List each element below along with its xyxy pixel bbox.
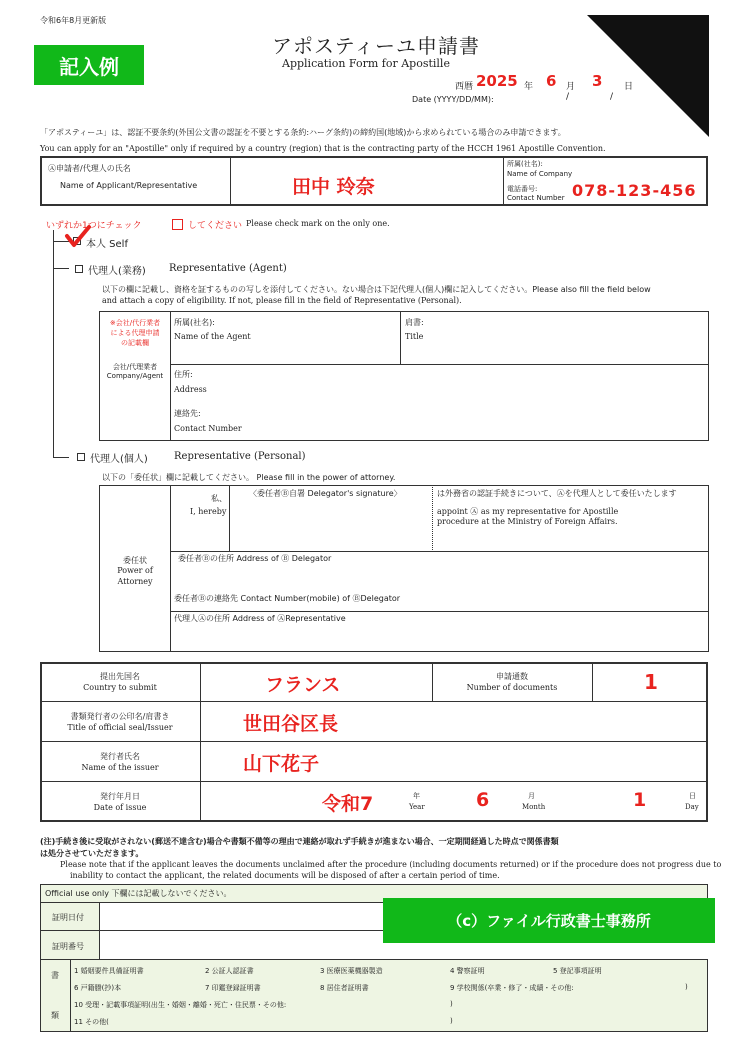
day-unit: 日 (624, 82, 634, 92)
agent-address-label: 住所: (174, 370, 193, 379)
phone-value[interactable]: 078-123-456 (572, 181, 697, 200)
notice-ja-2: は処分させていただきます。 (40, 849, 144, 858)
count-label-en: Number of documents (466, 683, 558, 692)
doc-type-9-close: ) (685, 983, 688, 991)
doc-type-3: 3 医療医薬機器製造 (320, 967, 383, 975)
era-label: 西暦 (455, 82, 474, 92)
issuer-label-en: Name of the issuer (81, 763, 159, 772)
doc-type-4: 4 警察証明 (450, 967, 485, 975)
agent-company-label: 所属(社名): (174, 318, 215, 327)
certificate-number-label: 証明番号 (52, 942, 84, 951)
agent-side-label-en: Company/Agent (106, 372, 164, 380)
personal-label-ja: 代理人(個人) (90, 454, 148, 465)
appoint-text-en2: procedure at the Ministry of Foreign Affairs. (437, 517, 618, 526)
notice-ja-1: (注)手続き後に受取がされない(郵送不達含む)場合や書類不備等の理由で連絡が取れず手続きが進まない場合、一定期間経過した時点で関係書類 (40, 837, 559, 846)
doc-type-1: 1 婚姻要件具備証明書 (74, 967, 144, 975)
count-value[interactable]: 1 (644, 670, 658, 694)
agent-description-en: and attach a copy of eligibility. If not, please fill in the field of Representative (Personal). (102, 296, 462, 305)
document-type-label-bottom: 類 (51, 1011, 59, 1020)
poa-side-label: 委任状 (123, 556, 147, 565)
check-instruction-red-2: してください (188, 221, 243, 231)
issue-month-unit: 月 (528, 792, 535, 800)
agent-label-en: Representative (Agent) (169, 263, 287, 274)
issuer-value[interactable]: 山下花子 (243, 753, 320, 775)
doc-type-10-close: ) (450, 1000, 453, 1008)
date-format-label: Date (YYYY/DD/MM): (412, 95, 494, 104)
check-instruction-red: いずれか1つにチェック (46, 221, 142, 231)
issue-day-value[interactable]: 1 (633, 789, 647, 811)
issue-month-unit-en: Month (522, 803, 546, 811)
agent-side-label: 会社/代理業者 (112, 363, 158, 371)
date-month: 6 (546, 72, 557, 90)
edition-label: 令和6年8月更新版 (40, 16, 107, 25)
seal-value[interactable]: 世田谷区長 (243, 713, 339, 735)
agent-company-label-en: Name of the Agent (174, 332, 251, 341)
company-label-en: Name of Company (507, 170, 573, 178)
count-label: 申請通数 (496, 672, 528, 681)
check-instruction-en: Please check mark on the only one. (246, 219, 390, 228)
issue-year-unit: 年 (413, 792, 420, 800)
notice-en-1: Please note that if the applicant leaves the documents unclaimed after the procedure (including documents returned) or if the procedure does not progress due to (60, 860, 722, 869)
country-label-en: Country to submit (83, 683, 157, 692)
issue-year-unit-en: Year (409, 803, 425, 811)
representative-address-label: 代理人Ⓐの住所 Address of ⒶRepresentative (174, 614, 346, 623)
personal-checkbox[interactable] (77, 453, 85, 461)
issue-date-label: 発行年月日 (100, 792, 140, 801)
year-unit: 年 (524, 82, 534, 92)
appoint-text-ja: は外務省の認証手続きについて、Ⓐを代理人として委任いたします (437, 489, 677, 498)
agent-checkbox[interactable] (75, 265, 83, 273)
agent-address-label-en: Address (174, 385, 207, 394)
page-title-en: Application Form for Apostille (282, 57, 450, 70)
country-value[interactable]: フランス (265, 674, 341, 696)
personal-label-en: Representative (Personal) (174, 451, 306, 462)
watermark-badge: （c）ファイル行政書士事務所 (383, 898, 715, 943)
page-title: アポスティーユ申請書 (272, 34, 480, 58)
delegator-contact-label: 委任者Ⓑの連絡先 Contact Number(mobile) of ⒷDelegator (174, 594, 401, 603)
issuer-label: 発行者氏名 (100, 752, 140, 761)
agent-label-ja: 代理人(業務) (88, 266, 146, 277)
month-unit: 月 (566, 82, 576, 92)
corner-triangle (587, 15, 709, 137)
delegator-signature-label: 〈委任者Ⓑ自署 Delegator's signature〉 (249, 489, 402, 498)
certificate-date-label: 証明日付 (52, 913, 84, 922)
agent-contact-label: 連絡先: (174, 409, 201, 418)
personal-description: 以下の「委任状」欄に記載してください。 Please fill in the power of attorney. (102, 473, 396, 482)
sample-badge: 記入例 (34, 45, 144, 85)
delegator-address-label: 委任者Ⓑの住所 Address of Ⓑ Delegator (178, 554, 332, 563)
intro-en: You can apply for an "Apostille" only if required by a country (region) that is the contracting party of the HCCH 1961 Apostille Convention. (40, 144, 606, 153)
official-use-heading: Official use only 下欄には記載しないでください。 (45, 889, 232, 898)
doc-type-9: 9 学校関係(卒業・修了・成績・その他: (450, 984, 574, 992)
date-slash-2: / (610, 92, 614, 102)
appoint-text-en1: appoint Ⓐ as my representative for Apostille (437, 507, 619, 516)
hereby-label: 私、 (211, 494, 227, 503)
agent-note-2: による代理申請 (110, 329, 160, 337)
seal-label-en: Title of official seal/Issuer (67, 723, 173, 732)
issue-day-unit-en: Day (685, 803, 699, 811)
agent-description: 以下の欄に記載し、資格を証するものの写しを添付してください。ない場合は下記代理人(個人)欄に記入してください。Please also fill the field below (102, 285, 651, 294)
issue-month-value[interactable]: 6 (476, 789, 490, 811)
applicant-name-value[interactable]: 田中 玲奈 (292, 176, 375, 198)
doc-type-7: 7 印鑑登録証明書 (205, 984, 261, 992)
notice-en-2: inability to contact the applicant, the related documents will be disposed of after a certain period of time. (70, 871, 500, 880)
intro-ja: 「アポスティーユ」は、認証不要条約(外国公文書の認証を不要とする条約:ハーグ条約)の締約国(地域)から求められている場合のみ申請できます。 (40, 128, 566, 137)
phone-label-en: Contact Number (507, 194, 565, 202)
poa-side-label-en1: Power of (117, 566, 153, 575)
seal-label: 書類発行者の公印名/肩書き (70, 712, 170, 721)
agent-title-label: 肩書: (405, 318, 424, 327)
hereby-label-en: I, hereby (190, 507, 227, 516)
tree-line (53, 230, 54, 458)
date-day: 3 (592, 72, 603, 90)
doc-type-11-close: ) (450, 1017, 453, 1025)
doc-type-5: 5 登記事項証明 (553, 967, 602, 975)
document-type-label-top: 書 (51, 971, 59, 980)
agent-contact-label-en: Contact Number (174, 424, 242, 433)
doc-type-6: 6 戸籍謄(抄)本 (74, 984, 122, 992)
issue-day-unit: 日 (689, 792, 696, 800)
applicant-name-label-en: Name of Applicant/Representative (60, 181, 198, 190)
checkbox-sample-icon (172, 219, 183, 230)
issue-era-value[interactable]: 令和7 (322, 793, 374, 815)
country-label: 提出先国名 (100, 672, 140, 681)
doc-type-10: 10 受理・記載事項証明(出生・婚姻・離婚・死亡・住民票・その他: (74, 1001, 287, 1009)
doc-type-2: 2 公証人認証書 (205, 967, 254, 975)
applicant-name-label: Ⓐ申請者/代理人の氏名 (48, 164, 131, 173)
phone-label: 電話番号: (507, 185, 538, 193)
issue-date-label-en: Date of issue (93, 803, 147, 812)
poa-side-label-en2: Attorney (117, 577, 153, 586)
company-label: 所属(社名): (507, 160, 543, 168)
agent-title-label-en: Title (405, 332, 424, 341)
date-slash-1: / (566, 92, 570, 102)
doc-type-11: 11 その他( (74, 1018, 109, 1026)
agent-note-1: ※会社/代行業者 (109, 319, 161, 327)
date-year: 2025 (476, 72, 518, 90)
agent-note-3: の記載欄 (121, 339, 149, 347)
self-label: 本人 Self (86, 239, 128, 250)
doc-type-8: 8 居住者証明書 (320, 984, 369, 992)
